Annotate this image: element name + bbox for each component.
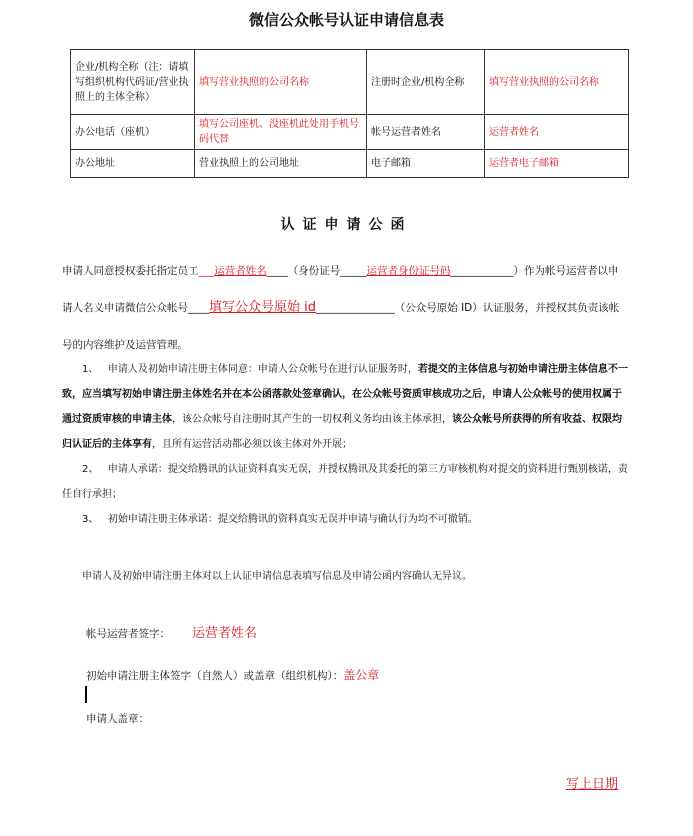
letter-text-3: ）作为帐号运营者以申请人名义申请微信公众帐号 [62, 265, 619, 314]
text-cursor [85, 686, 87, 703]
date-field[interactable]: 写上日期 [566, 777, 619, 792]
table-row [71, 50, 629, 115]
clause-2-number: 2、 [82, 464, 99, 475]
clause-1-text-c: ，该公众帐号自注册时其产生的一切权利义务均由该主体承担， [172, 414, 452, 425]
clause-2 [62, 457, 628, 507]
table-row [71, 150, 629, 178]
subject-seal-value[interactable]: 盖公章 [343, 668, 380, 682]
letter-text-2: （身份证号 [287, 265, 341, 277]
blank-5: ____ [188, 302, 209, 314]
registered-name-value[interactable]: 填写营业执照的公司名称 [485, 50, 629, 115]
original-id-fill[interactable]: 填写公众号原始 id [209, 300, 316, 315]
clause-1-text-a: 申请人及初始申请注册主体同意：申请人公众帐号在进行认证服务时， [107, 364, 418, 375]
clause-1-number: 1、 [82, 364, 99, 375]
clause-3 [62, 507, 628, 532]
email-label: 电子邮箱 [367, 150, 485, 178]
info-table [70, 49, 629, 178]
clause-1-text-d: 该公众帐号所获得的所有收益、权限均归认证后的主体享有 [62, 414, 622, 450]
operator-signature-label: 帐号运营者签字： [86, 628, 170, 640]
letter-title: 认证申请公函 [280, 217, 413, 233]
registered-name-label: 注册时企业/机构全称 [367, 50, 485, 115]
subject-signature-line [86, 666, 379, 683]
operator-signature-line [86, 622, 257, 641]
clause-1 [62, 357, 628, 457]
blank-3: _____ [340, 265, 367, 277]
office-address-value[interactable]: 营业执照上的公司地址 [195, 150, 367, 178]
declaration-text: 申请人及初始申请注册主体对以上认证申请信息表填写信息及申请公函内容确认无异议。 [82, 571, 472, 582]
operator-id-fill[interactable]: 运营者身份证号码 [366, 265, 451, 277]
letter-text-4: （公众号原始 ID）认证服务，并授权其负责该帐号的内容维护及运营管理。 [62, 302, 620, 351]
letter-text-1: 申请人同意授权委托指定员工 [62, 265, 199, 277]
clause-1-text-e: ，且所有运营活动都必须以该主体对外开展； [152, 439, 352, 450]
office-phone-label: 办公电话（座机） [71, 115, 195, 150]
blank-6: _______________ [316, 302, 395, 314]
clause-3-number: 3、 [82, 514, 99, 525]
operator-name-label: 帐号运营者姓名 [367, 115, 485, 150]
clause-1-text-b: 若提交的主体信息与初始申请注册主体信息不一致，应当填写初始申请注册主体姓名并在本公函落款处签章确认，在公众帐号资质审核成功之后，申请人公众帐号的使用权属于通过资质审核的申请主体 [62, 364, 628, 425]
office-phone-value[interactable]: 填写公司座机、没座机此处用手机号码代替 [195, 115, 367, 150]
blank-1: ___ [198, 265, 215, 277]
subject-signature-label: 初始申请注册主体签字（自然人）或盖章（组织机构）： [86, 670, 344, 682]
operator-name-value[interactable]: 运营者姓名 [485, 115, 629, 150]
document-title: 微信公众帐号认证申请信息表 [248, 11, 444, 29]
clause-2-text: 申请人承诺：提交给腾讯的认证资料真实无误，并授权腾讯及其委托的第三方审核机构对提交的资料进行甄别核诺，责任自行承担； [62, 464, 628, 500]
blank-2: ____ [266, 265, 288, 277]
operator-name-fill[interactable]: 运营者姓名 [214, 265, 267, 277]
operator-signature-value[interactable]: 运营者姓名 [192, 626, 258, 641]
office-address-label: 办公地址 [71, 150, 195, 178]
clause-3-text: 初始申请注册主体承诺：提交给腾讯的资料真实无误并申请与确认行为均不可撤销。 [107, 514, 478, 525]
blank-4: ____________ [450, 265, 514, 277]
clauses-list [62, 357, 628, 532]
company-name-value[interactable]: 填写营业执照的公司名称 [195, 50, 367, 115]
authorization-paragraph [62, 253, 628, 364]
company-name-label: 企业/机构全称（注：请填写组织机构代码证/营业执照上的主体全称） [71, 50, 195, 115]
applicant-seal-label: 申请人盖章： [86, 713, 149, 725]
email-value[interactable]: 运营者电子邮箱 [485, 150, 629, 178]
table-row [71, 115, 629, 150]
